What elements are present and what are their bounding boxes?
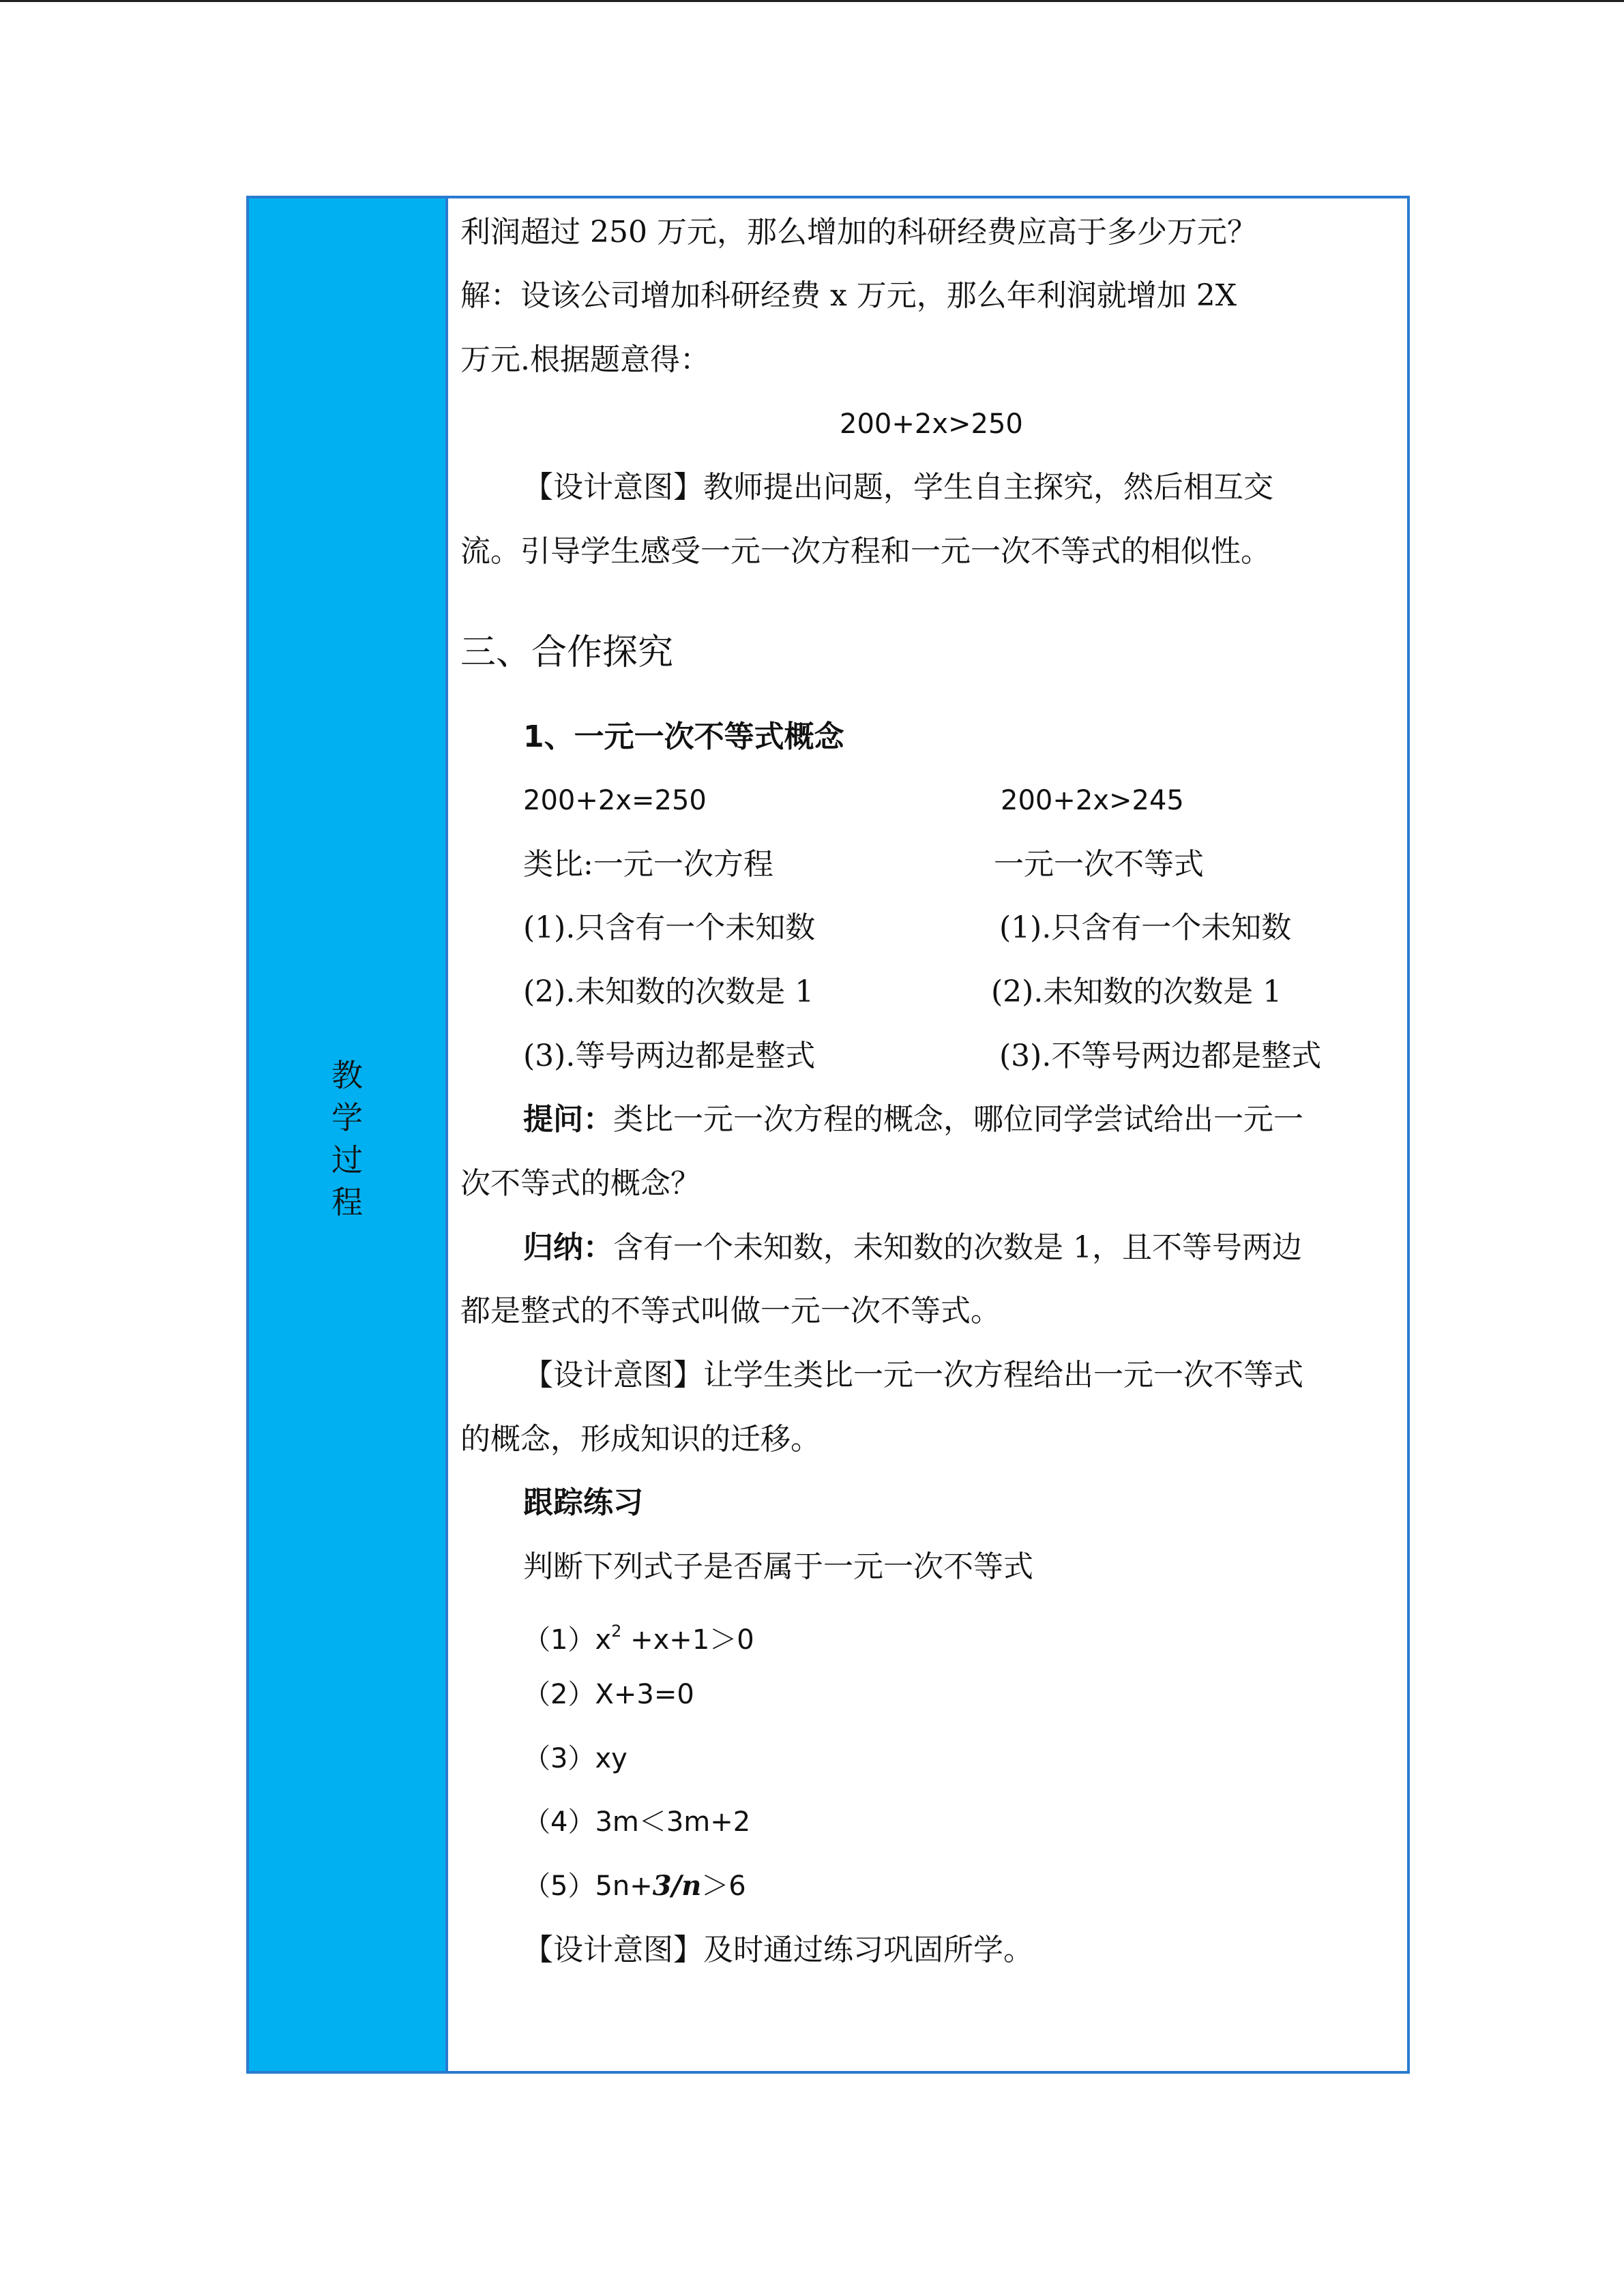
practice-heading: 跟踪练习: [523, 1485, 643, 1520]
side-label-char: 过: [331, 1142, 363, 1178]
design-intent-1-b: 流。引导学生感受一元一次方程和一元一次不等式的相似性。: [460, 534, 1271, 569]
summary-label: 归纳：: [523, 1230, 613, 1265]
summary-cont: 都是整式的不等式叫做一元一次不等式。: [460, 1294, 1001, 1328]
practice-item-4: （4）3m＜3m+2: [523, 1806, 751, 1838]
right-item: (1).只含有一个未知数: [999, 910, 1292, 945]
design-intent-1-a: 【设计意图】教师提出问题，学生自主探究，然后相互交: [523, 470, 1273, 505]
intro-line-3: 万元.根据题意得：: [460, 342, 710, 377]
equation-left: 200+2x=250: [523, 785, 707, 816]
content-column: [448, 198, 1407, 2071]
question-cont: 次不等式的概念？: [460, 1166, 700, 1201]
intro-line-2: 解：设该公司增加科研经费 x 万元，那么年利润就增加 2X: [460, 278, 1237, 313]
right-item: (2).未知数的次数是 1: [991, 974, 1282, 1009]
side-label: [249, 1054, 445, 1223]
subheading: 1、一元一次不等式概念: [523, 719, 844, 754]
intro-line-1: 利润超过 250 万元，那么增加的科研经费应高于多少万元？: [460, 215, 1257, 250]
practice-item-1: [523, 1611, 754, 1660]
question-text: 类比一元一次方程的概念，哪位同学尝试给出一元一: [613, 1102, 1303, 1137]
side-label-char: 学: [331, 1099, 363, 1136]
summary: [523, 1227, 1302, 1268]
summary-text: 含有一个未知数，未知数的次数是 1，且不等号两边: [613, 1230, 1302, 1265]
left-item: (2).未知数的次数是 1: [523, 974, 814, 1009]
practice-item-5: [523, 1866, 746, 1907]
right-item: (3).不等号两边都是整式: [999, 1039, 1322, 1073]
design-intent-3: 【设计意图】及时通过练习巩固所学。: [523, 1933, 1033, 1967]
item-number: （1）: [523, 1624, 595, 1656]
equation: 200+2x>250: [840, 408, 1023, 440]
side-column: [249, 198, 448, 2071]
compare-right-label: 一元一次不等式: [994, 847, 1204, 882]
item-part-a: 5n+: [595, 1870, 653, 1902]
item-part-b: ＞6: [701, 1870, 746, 1902]
item-superscript: 2: [611, 1622, 622, 1641]
compare-left-label: 类比:一元一次方程: [523, 847, 773, 882]
practice-item-3: （3）xy: [523, 1743, 628, 1774]
item-rest: +x+1＞0: [621, 1624, 754, 1656]
practice-prompt: 判断下列式子是否属于一元一次不等式: [523, 1549, 1033, 1584]
item-number: （5）: [523, 1870, 595, 1902]
left-item: (3).等号两边都是整式: [523, 1039, 816, 1073]
item-fraction: 3/n: [652, 1870, 702, 1902]
section-heading: 三、合作探究: [460, 632, 674, 673]
question: [523, 1099, 1303, 1140]
equation-right: 200+2x>245: [1001, 785, 1184, 816]
item-base: x: [595, 1624, 612, 1656]
practice-item-2: （2）X+3=0: [523, 1679, 694, 1710]
lesson-table: [246, 196, 1410, 2074]
side-label-char: 教: [331, 1057, 363, 1094]
left-item: (1).只含有一个未知数: [523, 910, 816, 945]
design-intent-2-b: 的概念，形成知识的迁移。: [460, 1422, 821, 1457]
side-label-char: 程: [331, 1184, 363, 1221]
question-label: 提问：: [523, 1102, 613, 1137]
page-top-rule: [0, 0, 1624, 2]
design-intent-2-a: 【设计意图】让学生类比一元一次方程给出一元一次不等式: [523, 1358, 1303, 1392]
